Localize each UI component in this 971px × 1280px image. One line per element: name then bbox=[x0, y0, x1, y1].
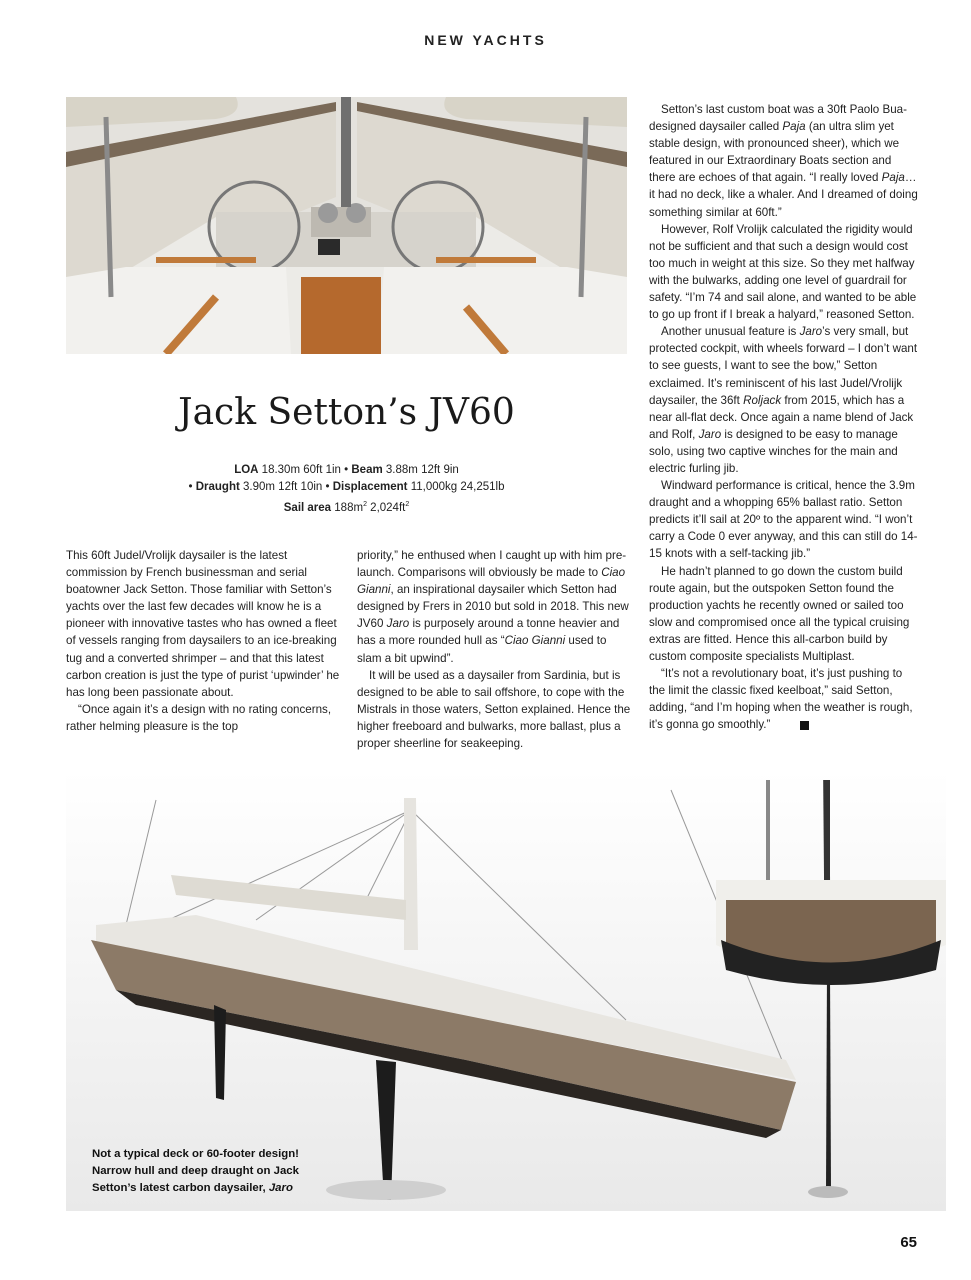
cockpit-render-image bbox=[66, 97, 627, 354]
spec-draught-value: 3.90m 12ft 10in bbox=[243, 481, 323, 493]
article-title: Jack Setton’s JV60 bbox=[178, 392, 515, 433]
paragraph: It will be used as a daysailer from Sardinia, but is designed to be able to sail offshore, to cope with the Mistrals in those waters, Setton explained. Hence the higher freeboard and bulwarks, more ballast, plus a proper sheerline for seakeeping. bbox=[357, 668, 631, 751]
body-column-3 bbox=[649, 101, 919, 733]
spec-beam-label: Beam bbox=[351, 464, 383, 476]
photo-caption: Not a typical deck or 60-footer design! Narrow hull and deep draught on Jack Setton’s latest carbon daysailer, Jaro bbox=[92, 1148, 299, 1194]
paragraph: Another unusual feature is Jaro’s very small, but protected cockpit, with wheels forward – I don’t want to see guests, I want to see the bow,” Setton exclaimed. It’s reminiscent of his last Judel/Vrolijk daysailer, the 36ft Roljack from 2015, which has a near all-flat deck. Once again a name blend of Jack and Rolf, Jaro is designed to be easy to manage solo, using two captive winches for the main and electric furling jib. bbox=[649, 325, 918, 475]
spec-draught-label: Draught bbox=[195, 481, 240, 493]
body-column-2 bbox=[357, 547, 631, 752]
spec-loa-value: 18.30m 60ft 1in bbox=[261, 464, 341, 476]
spec-block: LOA 18.30m 60ft 1in • Beam 3.88m 12ft 9in • Draught 3.90m 12ft 10in • Displacement 11,000kg 24,251lb Sail area $188m^2$ $2,024ft^2$ bbox=[188, 464, 505, 514]
paragraph: “Once again it’s a design with no rating concerns, rather helming pleasure is the top bbox=[66, 702, 332, 733]
spec-displacement-label: Displacement bbox=[332, 481, 408, 493]
spec-displacement-value: 11,000kg 24,251lb bbox=[410, 481, 505, 493]
paragraph: However, Rolf Vrolijk calculated the rigidity would not be sufficient and that such a design would cost too much in weight at this size. So they met halfway with the bulwarks, adding one level of guardrail for safety. “I’m 74 and sail alone, and wanted to be able to go up front if I break a halyard,” reasoned Setton. bbox=[649, 222, 917, 322]
body-column-1 bbox=[66, 547, 342, 735]
paragraph: He hadn’t planned to go down the custom build route again, but the outspoken Setton found the production yachts he recently owned or sailed too slow and compromised once all the typical cruising extras are fitted. Hence this all-carbon build by custom composite specialists Multiplast. bbox=[649, 564, 910, 663]
paragraph: This 60ft Judel/Vrolijk daysailer is the latest commission by French businessman and serial boatowner Jack Setton. Those familiar with Setton’s yachts over the last few decades will know he is a pioneer with innovative tastes who has owned a fleet of vessels ranging from daysailers to an ice-breaking tug and a converted shrimper – and that this latest carbon creation is just the type of purist ‘upwinder’ he has long been passionate about. bbox=[66, 549, 340, 699]
paragraph: Windward performance is critical, hence the 3.9m draught and a whopping 65% ballast ratio. Setton predicts it’ll sail at 20º to the apparent wind. “I won’t carry a Code 0 ever anyway, and this can still do 14-15 knots with a self-tacking jib.” bbox=[649, 479, 918, 561]
end-of-article-mark bbox=[800, 721, 809, 730]
section-header: NEW YACHTS bbox=[424, 32, 547, 48]
page-number: 65 bbox=[900, 1234, 917, 1251]
spec-loa-label: LOA bbox=[234, 464, 259, 476]
spec-sail-value-metric: 188m bbox=[334, 501, 364, 514]
spec-sail-label: Sail area bbox=[283, 501, 332, 514]
paragraph: priority,” he enthused when I caught up with him pre-launch. Comparisons will obviously be made to Ciao Gianni, an inspirational daysailer which Setton had designed by Frers in 2010 but sold in 2018. This new JV60 Jaro is purposely around a tonne heavier and has a more rounded hull as “Ciao Gianni used to slam a bit upwind”. bbox=[357, 549, 629, 665]
spec-sail-value-imperial: 2,024ft bbox=[370, 501, 406, 514]
spec-beam-value: 3.88m 12ft 9in bbox=[385, 464, 459, 476]
paragraph: “It’s not a revolutionary boat, it’s just pushing to the limit the classic fixed keelboat,” said Setton, adding, “and I’m hoping when the weather is rough, it’s gonna go smoothly.” bbox=[649, 667, 913, 732]
yacht-render-image bbox=[66, 770, 946, 1211]
paragraph: Setton’s last custom boat was a 30ft Paolo Bua-designed daysailer called Paja (an ultra slim yet stable design, with pronounced sheer), which we featured in our Extraordinary Boats section and there are echoes of that again. “I really loved Paja… it had no deck, like a whaler. And I dreamed of doing something similar at 60ft.” bbox=[649, 103, 918, 219]
